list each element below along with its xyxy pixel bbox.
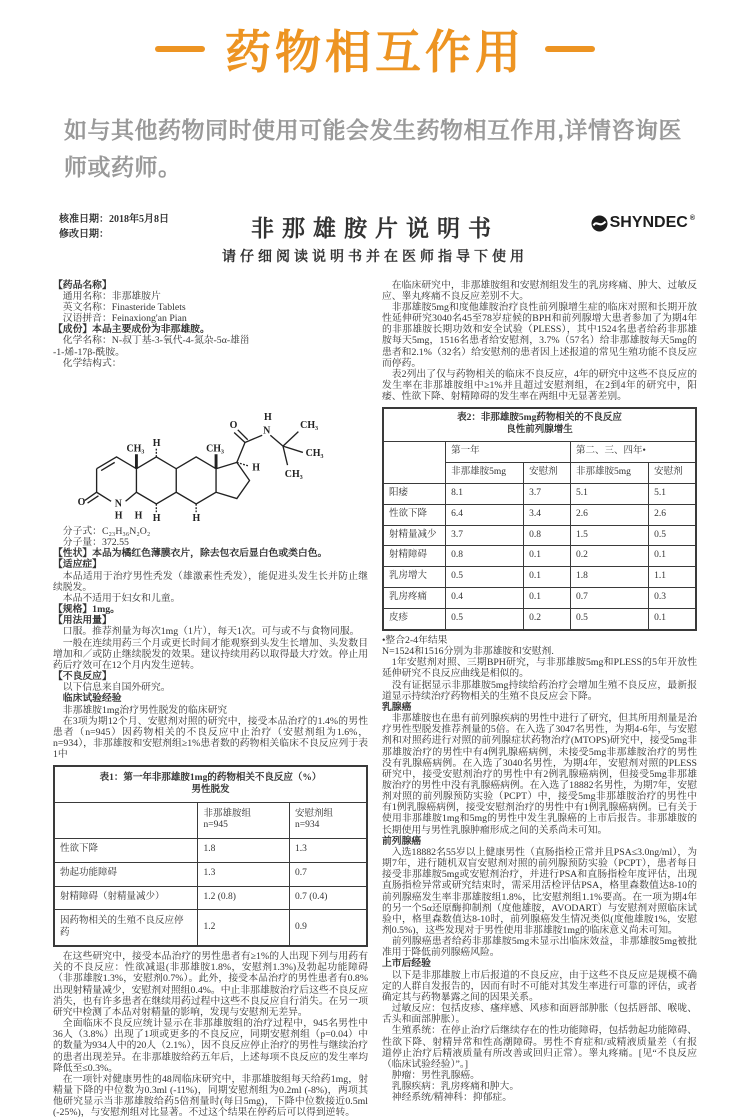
doc-paragraph: 在临床研究中，非那雄胺组和安慰剂组发生的乳房疼痛、肿大、过敏反应、睾丸疼痛不良反应差别不大。 bbox=[382, 279, 697, 302]
doc-paragraph: 【用法用量】 bbox=[53, 615, 112, 627]
table-row: 射精障碍（射精量减少） 1.2 (0.8) 0.7 (0.4) bbox=[54, 886, 367, 910]
brand-name: SHYNDEC bbox=[609, 213, 688, 231]
table2-group-year1: 第一年 bbox=[446, 442, 571, 463]
table-row: 因药物相关的生殖不良反应停药 1.2 0.9 bbox=[54, 910, 367, 946]
svg-text:N: N bbox=[114, 498, 122, 510]
left-text-block-2 bbox=[53, 526, 368, 760]
table2-group-year234: 第二、三、四年• bbox=[570, 442, 696, 463]
banner bbox=[0, 0, 750, 82]
doc-paragraph: 非那雄胺也在患有前列腺疾病的男性中进行了研究，但其所用剂量是治疗男性型脱发推荐剂量的5倍。在入选了3047名男性，为期4-6年，与安慰剂和对照药进行对照的前列腺症状药物治疗(MTOPS)研究中，接受5mg非那雄胺治疗的男性中有4例乳腺癌病例，未接受5mg非那雄胺治疗的男性没有乳腺癌病例。在入选了3040名男性，为期4年，安慰剂对照的PLESS研究中，接受安慰剂治疗的男性中有2例乳腺癌病例，但接受5mg非那雄胺治疗的男性中没有乳腺癌病例。在入选了18882名男性，为期7年，安慰剂对照的前列腺预防实验（PCPT）中，接受5mg非那雄胺治疗的男性中有1例乳腺癌病例，接受安慰剂治疗的男性中有1例乳腺癌病例。已有关于使用非那雄胺1mg和5mg的男性中发生乳腺癌的上市后报告。非那雄胺的长期使用与男性乳腺肿瘤形成之间的关系尚未可知。 bbox=[382, 713, 697, 836]
doc-paragraph: 表2列出了仅与药物相关的临床不良反应，4年的研究中这些不良反应的发生率在非那雄胺组中≥1%并且超过安慰剂组，在2到4年的研究中，阳痿、性欲下降、射精障碍的发生率在两组中无显著差别。 bbox=[382, 368, 697, 403]
svg-text:H: H bbox=[114, 510, 123, 522]
left-text-block-1 bbox=[53, 280, 368, 369]
doc-paragraph: •整合2-4年结果 bbox=[382, 634, 448, 646]
table-row: 射精障碍 0.8 0.1 0.2 0.1 bbox=[383, 546, 696, 567]
table-row: 阳痿 8.1 3.7 5.1 5.1 bbox=[383, 483, 696, 504]
table-row: 性欲下降 1.8 1.3 bbox=[54, 838, 367, 862]
left-text-block-3 bbox=[53, 951, 368, 1118]
svg-text:N: N bbox=[263, 425, 271, 437]
doc-paragraph: 非那雄胺5mg和度他雄胺治疗良性前列腺增生症的临床对照和长期开放性延伸研究3040名45至78岁症候的BPH和前列腺增大患者参加了为期4年的非那雄胺长期功效和安全试验（PLESS），其中1524名患者给药非那雄胺每天5mg，1516名患者给安慰剂，3.7%（57名）给非那雄胺每天5mg的患者和2.1%（32名）给安慰剂的患者因上述报道的常见生殖功能不良反应而停药。 bbox=[382, 301, 697, 369]
doc-paragraph: 化学结构式： bbox=[62, 357, 122, 369]
right-text-block-2 bbox=[382, 635, 697, 1104]
banner-dash-left-icon bbox=[155, 46, 205, 52]
brand-logo bbox=[591, 214, 695, 232]
doc-paragraph: 分子式：C₂₃H₃₆N₂O₂ bbox=[62, 526, 151, 537]
doc-paragraph: 【性状】本品为橘红色薄膜衣片，除去包衣后显白色或类白色。 bbox=[53, 548, 328, 560]
svg-text:CH₃: CH₃ bbox=[284, 468, 303, 480]
revision-date-line: 修改日期： bbox=[59, 229, 109, 241]
right-text-block-1 bbox=[382, 280, 697, 403]
shyndec-logo-icon bbox=[591, 215, 608, 232]
doc-paragraph: 生殖系统：在停止治疗后继续存在的性功能障碍，包括勃起功能障碍、性欲下降、射精异常和性高潮障碍。男性不育症和/或精液质量差（有报道停止治疗后精液质量有所改善或回归正常）。睾丸疼痛。[见“不良反应（临床试验经验）”。] bbox=[382, 1025, 697, 1070]
page-title: 药物相互作用 bbox=[225, 26, 525, 78]
doc-paragraph: 在这些研究中，接受本品治疗的男性患者有≥1%的人出现下列与用药有关的不良反应：性欲减退(非那雄胺1.8%，安慰剂1.3%)及勃起功能障碍（非那雄胺1.3%，安慰剂0.7%）。此外，接受本品治疗的男性患者有0.8%出现射精量减少，安慰剂对照组0.4%。中止非那雄胺治疗后这些不良反应消失，也有许多患者在继续用药过程中这些不良反应自行消失。在另一项研究中检测了本品对射精量的影响，发现与安慰剂无差异。 bbox=[53, 951, 368, 1018]
table-row: 勃起功能障碍 1.3 0.7 bbox=[54, 862, 367, 886]
doc-paragraph: 口服。推荐剂量为每次1mg（1片），每天1次。可与或不与食物同服。 bbox=[62, 626, 360, 638]
brand-trademark: ® bbox=[689, 214, 695, 222]
doc-paragraph: 英文名称：Finasteride Tablets bbox=[62, 301, 186, 313]
table1-col-finasteride: 非那雄胺组 n=945 bbox=[198, 803, 290, 839]
doc-paragraph: 前列腺癌 bbox=[382, 835, 422, 847]
table2-adverse-reactions bbox=[382, 407, 697, 631]
table1-title: 表1：第一年非那雄胺1mg的药物相关不良反应（%） 男性脱发 bbox=[54, 766, 367, 802]
doc-paragraph: -1-烯-17β-酰胺。 bbox=[53, 346, 125, 358]
table-row: 乳房疼痛 0.4 0.1 0.7 0.3 bbox=[383, 588, 696, 609]
svg-text:CH₃: CH₃ bbox=[305, 447, 324, 459]
table-row: 乳房增大 0.5 0.1 1.8 1.1 bbox=[383, 567, 696, 588]
svg-text:H: H bbox=[192, 513, 201, 523]
doc-paragraph: 神经系统/精神科：抑郁症。 bbox=[391, 1092, 513, 1104]
doc-paragraph: 1年安慰剂对照、三期BPH研究，与非那雄胺5mg和PLESS的5年开放性延伸研究不良反应曲线是相似的。 bbox=[382, 657, 697, 680]
doc-paragraph: 以下信息来自国外研究。 bbox=[62, 682, 171, 694]
doc-paragraph: 【不良反应】 bbox=[53, 671, 112, 683]
right-column bbox=[382, 280, 697, 1119]
doc-paragraph: 【成份】本品主要成份为非那雄胺。 bbox=[53, 324, 210, 336]
table-row: 性欲下降 6.4 3.4 2.6 2.6 bbox=[383, 504, 696, 525]
svg-text:CH₃: CH₃ bbox=[206, 443, 224, 455]
doc-paragraph: 入选18882名55岁以上健康男性（直肠指检正常并且PSA≤3.0ng/ml），为期7年，进行随机双盲安慰剂对照的前列腺预防实验（PCPT），患者每日接受非那雄胺5mg或安慰剂治疗，并进行PSA和直肠指检年度评估，出现直肠指检异常或研究结束时，需采用活检评估PSA，格里森数值达8-10的前列腺癌发生率非那雄胺组1.8%，比安慰剂组1.1%要高。在一项为期4年的另一个5α还原酶抑制剂（度他雄胺，AVODART）与安慰剂对照临床试验中，格里森数值达8-10时，前列腺癌发生情况类似(度他雄胺1%，安慰剂0.5%)，这些发现对于男性使用非那雄胺1mg的临床意义尚未可知。 bbox=[382, 846, 697, 936]
leaflet-header bbox=[53, 210, 697, 272]
doc-paragraph: 过敏反应：包括皮疹、瘙痒感、风疹和面唇部肿胀（包括唇部、喉咙、舌头和面部肿胀）。 bbox=[382, 1003, 697, 1026]
doc-paragraph: 乳腺癌 bbox=[382, 701, 412, 713]
doc-paragraph: 前列腺癌患者给药非那雄胺5mg未显示出临床效益，非那雄胺5mg被批准用于降低前列腺癌风险。 bbox=[382, 936, 697, 959]
doc-paragraph: 上市后经验 bbox=[382, 958, 431, 970]
doc-paragraph: 【适应症】 bbox=[53, 559, 102, 571]
doc-paragraph: 【规格】1mg。 bbox=[53, 604, 120, 616]
doc-paragraph: 化学名称：N-叔丁基-3-氧代-4-氮杂-5α-雄甾 bbox=[62, 335, 250, 347]
intro-text: 如与其他药物同时使用可能会发生药物相互作用,详情咨询医师或药师。 bbox=[64, 117, 682, 180]
leaflet-document bbox=[0, 210, 750, 1119]
banner-dash-right-icon bbox=[545, 46, 595, 52]
doc-paragraph: 非那雄胺1mg治疗男性脱发的临床研究 bbox=[62, 704, 228, 716]
doc-paragraph: 本品不适用于妇女和儿童。 bbox=[62, 592, 181, 604]
table2-sub-placebo: 安慰剂 bbox=[649, 462, 696, 483]
table-row: 射精量减少 3.7 0.8 1.5 0.5 bbox=[383, 525, 696, 546]
doc-paragraph: 【药品名称】 bbox=[53, 279, 112, 291]
svg-text:H: H bbox=[152, 513, 161, 523]
leaflet-title: 非那雄胺片说明书 bbox=[251, 215, 499, 241]
approval-date-line: 核准日期：2018年5月8日 bbox=[59, 213, 169, 225]
doc-paragraph: 通用名称：非那雄胺片 bbox=[62, 290, 161, 302]
svg-text:O: O bbox=[229, 419, 238, 431]
table1-adverse-reactions bbox=[53, 765, 368, 947]
doc-paragraph: 临床试验经验 bbox=[62, 693, 122, 705]
doc-paragraph: 在3项为期12个月、安慰剂对照的研究中，接受本品治疗的1.4%的男性患者（n=945）因药物相关的不良反应中止治疗（安慰剂组为1.6%，n=934），非那雄胺和安慰剂组≥1%患者数的药物相关临床不良反应列于表1中 bbox=[53, 715, 368, 761]
table2-title: 表2：非那雄胺5mg药物相关的不良反应 良性前列腺增生 bbox=[383, 408, 696, 441]
svg-text:H: H bbox=[264, 411, 272, 423]
svg-text:CH₃: CH₃ bbox=[300, 419, 319, 431]
doc-paragraph: 全面临床不良反应统计显示在非那雄胺组的治疗过程中，945名男性中36人（3.8%）出现了1项或更多的不良反应，同期安慰剂组（p=0.04）中的数量为934人中的20人（2.1%），因不良反应停止治疗的男性与继续治疗的患者出现差异。在非那雄胺给药五年后，上述每项不良反应的发生率均降低至≤0.3%。 bbox=[53, 1018, 368, 1074]
table1-col-placebo: 安慰剂组 n=934 bbox=[290, 803, 367, 839]
svg-text:CH₃: CH₃ bbox=[126, 443, 145, 455]
doc-paragraph: 本品适用于治疗男性秃发（雄激素性秃发），能促进头发生长并防止继续脱发。 bbox=[53, 570, 368, 593]
doc-paragraph: 在一项针对健康男性的48周临床研究中，非那雄胺组每天给药1mg，射精量下降的中位数为0.3ml (-11%)，同期安慰剂组为0.2ml (-8%)，两项其他研究显示当非那雄胺给药5倍剂量时(每日5mg)，下降中位数接近0.5ml (-25%)，与安慰剂组对比显著。不过这个结果在停药后可以得到逆转。 bbox=[53, 1073, 368, 1119]
table2-sub-finasteride: 非那雄胺5mg bbox=[446, 462, 524, 483]
table2-sub-finasteride: 非那雄胺5mg bbox=[570, 462, 648, 483]
table-row: 皮疹 0.5 0.2 0.5 0.1 bbox=[383, 609, 696, 630]
doc-paragraph: 肿瘤：男性乳腺癌。 bbox=[391, 1070, 480, 1082]
doc-paragraph: 分子量：372.55 bbox=[62, 537, 129, 549]
table2-sub-placebo: 安慰剂 bbox=[524, 462, 571, 483]
svg-text:H: H bbox=[152, 437, 161, 449]
leaflet-subtitle: 请仔细阅读说明书并在医师指导下使用 bbox=[222, 249, 528, 265]
approval-date-block bbox=[59, 212, 169, 243]
doc-paragraph: 乳腺疾病：乳房疼痛和肿大。 bbox=[391, 1081, 520, 1093]
chemical-structure bbox=[57, 371, 357, 523]
doc-paragraph: 没有证据显示非那雄胺5mg持续给药治疗会增加生殖不良反应，最新报道显示持续治疗药物相关的生殖不良反应会下降。 bbox=[382, 679, 697, 702]
doc-paragraph: 一般在连续用药三个月或更长时间才能观察到头发生长增加、头发数目增加和／或防止继续脱发的效果。建议持续用药以取得最大疗效。停止用药后疗效可在12个月内发生逆转。 bbox=[53, 637, 368, 671]
doc-paragraph: 汉语拼音：Feinaxiong'an Pian bbox=[62, 313, 187, 325]
svg-text:O: O bbox=[77, 496, 86, 508]
left-column bbox=[53, 280, 368, 1119]
svg-text:H: H bbox=[252, 462, 260, 474]
doc-paragraph: N=1524和1516分别为非那雄胺和安慰剂. bbox=[382, 646, 554, 658]
svg-text:H: H bbox=[134, 510, 143, 522]
doc-paragraph: 以下是非那雄胺上市后报道的不良反应，由于这些不良反应是规模不确定的人群自发报告的，因而有时不可能对其发生率进行可靠的评估，或者确定其与药物暴露之间的因果关系。 bbox=[382, 969, 697, 1003]
